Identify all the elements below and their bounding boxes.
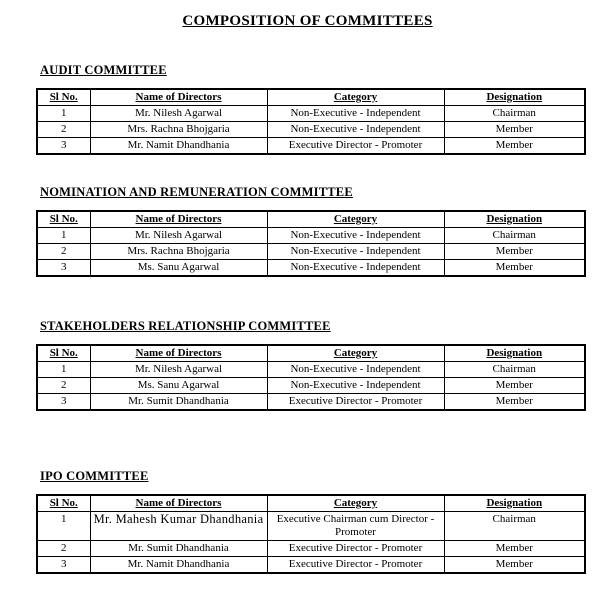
cell-designation: Chairman (444, 106, 585, 122)
cell-category: Executive Director - Promoter (267, 394, 444, 411)
cell-sl-no: 3 (37, 394, 90, 411)
cell-sl-no: 2 (37, 122, 90, 138)
table-row (37, 378, 585, 394)
col-header-category: Category (267, 345, 444, 362)
cell-designation: Member (444, 122, 585, 138)
cell-sl-no: 2 (37, 378, 90, 394)
table-header-row (37, 89, 585, 106)
col-header-name: Name of Directors (90, 89, 267, 106)
cell-designation: Member (444, 541, 585, 557)
cell-designation: Chairman (444, 362, 585, 378)
cell-category: Executive Director - Promoter (267, 138, 444, 155)
col-header-sl-no: Sl No. (37, 345, 90, 362)
col-header-sl-no: Sl No. (37, 89, 90, 106)
cell-designation: Member (444, 394, 585, 411)
col-header-category: Category (267, 211, 444, 228)
cell-director-name: Mr. Nilesh Agarwal (90, 228, 267, 244)
cell-director-name: Mrs. Rachna Bhojgaria (90, 244, 267, 260)
col-header-designation: Designation (444, 495, 585, 512)
table-row (37, 557, 585, 574)
cell-sl-no: 1 (37, 512, 90, 541)
cell-sl-no: 1 (37, 106, 90, 122)
col-header-name: Name of Directors (90, 345, 267, 362)
section-audit-committee (36, 63, 584, 155)
col-header-sl-no: Sl No. (37, 211, 90, 228)
page-title-text: COMPOSITION OF COMMITTEES (182, 13, 433, 29)
table-row (37, 244, 585, 260)
cell-sl-no: 2 (37, 244, 90, 260)
col-header-category: Category (267, 89, 444, 106)
cell-designation: Chairman (444, 228, 585, 244)
table-header-row (37, 345, 585, 362)
cell-director-name: Mr. Nilesh Agarwal (90, 362, 267, 378)
table-row (37, 106, 585, 122)
col-header-category: Category (267, 495, 444, 512)
section-stakeholders-relationship-committee (36, 319, 584, 411)
committee-heading: NOMINATION AND REMUNERATION COMMITTEE (40, 185, 353, 199)
nomination-remuneration-committee-table (36, 210, 586, 277)
table-row (37, 541, 585, 557)
cell-sl-no: 3 (37, 138, 90, 155)
cell-category: Non-Executive - Independent (267, 244, 444, 260)
cell-category: Non-Executive - Independent (267, 260, 444, 277)
cell-category: Executive Director - Promoter (267, 557, 444, 574)
table-row (37, 228, 585, 244)
cell-director-name: Ms. Sanu Agarwal (90, 260, 267, 277)
section-nomination-remuneration-committee (36, 185, 584, 277)
cell-director-name: Mr. Sumit Dhandhania (90, 541, 267, 557)
table-row (37, 362, 585, 378)
stakeholders-relationship-committee-table (36, 344, 586, 411)
ipo-committee-table (36, 494, 586, 574)
col-header-name: Name of Directors (90, 495, 267, 512)
col-header-designation: Designation (444, 211, 585, 228)
section-ipo-committee (36, 469, 584, 574)
cell-director-name: Mr. Mahesh Kumar Dhandhania (90, 512, 267, 541)
table-header-row (37, 211, 585, 228)
cell-category: Non-Executive - Independent (267, 228, 444, 244)
table-row (37, 394, 585, 411)
cell-designation: Member (444, 260, 585, 277)
cell-director-name: Mr. Nilesh Agarwal (90, 106, 267, 122)
cell-designation: Member (444, 138, 585, 155)
cell-category: Non-Executive - Independent (267, 362, 444, 378)
page-title (0, 13, 615, 30)
cell-designation: Member (444, 244, 585, 260)
cell-sl-no: 3 (37, 557, 90, 574)
cell-category: Non-Executive - Independent (267, 106, 444, 122)
table-row (37, 512, 585, 541)
cell-category: Non-Executive - Independent (267, 378, 444, 394)
cell-designation: Member (444, 378, 585, 394)
cell-designation: Member (444, 557, 585, 574)
cell-category: Non-Executive - Independent (267, 122, 444, 138)
cell-sl-no: 2 (37, 541, 90, 557)
col-header-name: Name of Directors (90, 211, 267, 228)
table-header-row (37, 495, 585, 512)
cell-category: Executive Director - Promoter (267, 541, 444, 557)
col-header-sl-no: Sl No. (37, 495, 90, 512)
col-header-designation: Designation (444, 89, 585, 106)
audit-committee-table (36, 88, 586, 155)
cell-sl-no: 1 (37, 228, 90, 244)
col-header-designation: Designation (444, 345, 585, 362)
committee-heading: AUDIT COMMITTEE (40, 63, 167, 77)
cell-sl-no: 3 (37, 260, 90, 277)
cell-director-name: Mr. Namit Dhandhania (90, 138, 267, 155)
table-row (37, 138, 585, 155)
cell-designation: Chairman (444, 512, 585, 541)
committee-heading: STAKEHOLDERS RELATIONSHIP COMMITTEE (40, 319, 331, 333)
committee-heading: IPO COMMITTEE (40, 469, 149, 483)
cell-director-name: Mrs. Rachna Bhojgaria (90, 122, 267, 138)
table-row (37, 122, 585, 138)
cell-sl-no: 1 (37, 362, 90, 378)
cell-director-name: Mr. Sumit Dhandhania (90, 394, 267, 411)
cell-director-name: Mr. Namit Dhandhania (90, 557, 267, 574)
cell-director-name: Ms. Sanu Agarwal (90, 378, 267, 394)
cell-category: Executive Chairman cum Director - Promoter (267, 512, 444, 541)
table-row (37, 260, 585, 277)
